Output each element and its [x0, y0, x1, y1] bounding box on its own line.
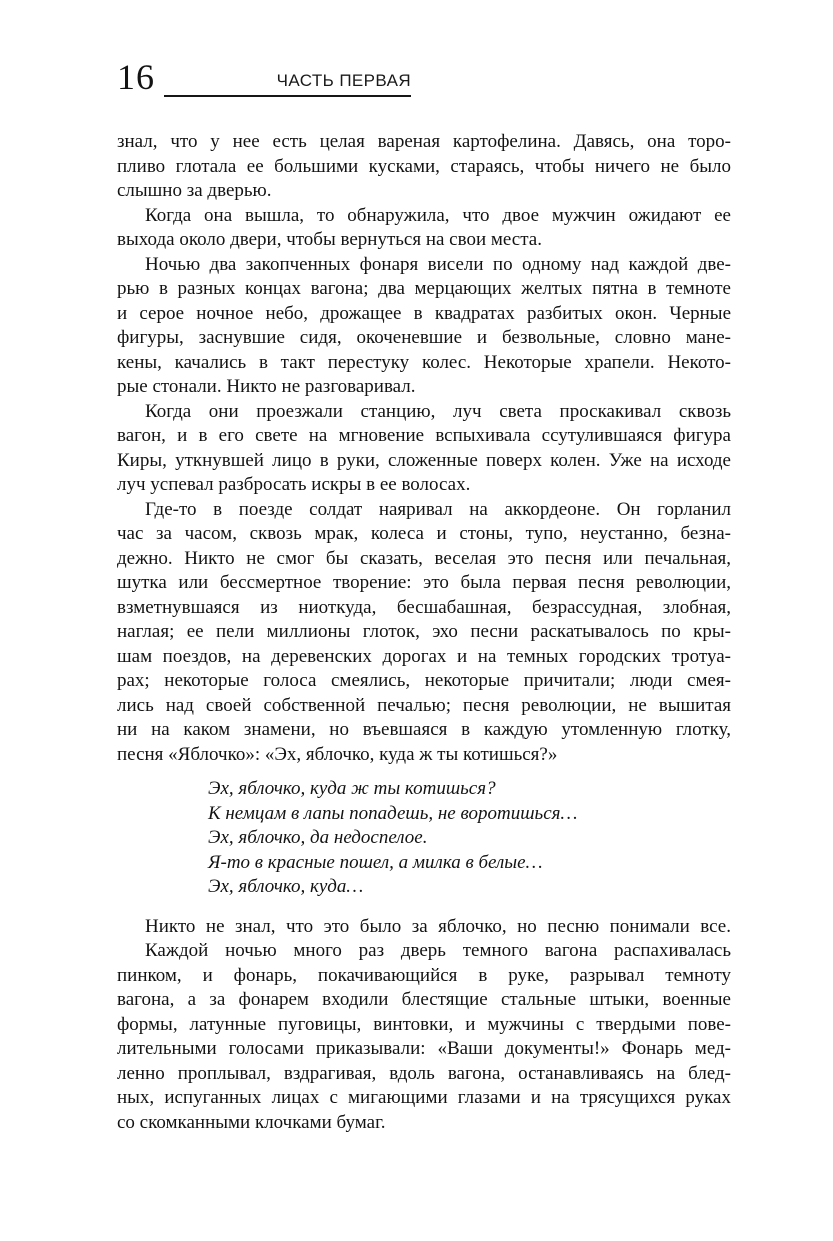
text-line: рью в разных концах вагона; два мерцающих желтых пятна в темноте [117, 278, 731, 299]
text-line: формы, латунные пуговицы, винтовки, и мужчины с твердыми пове- [117, 1013, 731, 1035]
paragraph [117, 915, 731, 940]
paragraph [117, 498, 731, 768]
text-line: шам поездов, на деревенских дорогах и на темных городских тротуа- [117, 645, 731, 667]
text-line: час за часом, сквозь мрак, колеса и стоны, тупо, неустанно, безна- [117, 523, 731, 544]
text-line: вагона, а за фонарем входили блестящие стальные штыки, военные [117, 989, 731, 1010]
verse-line: Эх, яблочко, куда ж ты котишься? [208, 778, 496, 799]
text-line: слышно за дверью. [117, 180, 272, 201]
text-line: пинком, и фонарь, покачивающийся в руке, разрывал темноту [117, 964, 731, 986]
verse-line: Эх, яблочко, куда… [208, 876, 364, 897]
text-line: Когда она вышла, то обнаружила, что двое мужчин ожидают ее [145, 204, 731, 226]
paragraph [117, 939, 731, 1135]
header-rule [164, 72, 411, 97]
page-header [117, 58, 731, 97]
text-line: луч успевал разбросать искры в ее волосах. [117, 474, 471, 495]
verse-stanza [208, 777, 731, 900]
text-line: знал, что у нее есть целая вареная картофелина. Давясь, она торо- [117, 131, 731, 152]
paragraph [117, 253, 731, 400]
text-line: Никто не знал, что это было за яблочко, но песню понимали все. [145, 915, 731, 937]
verse-line: Я-то в красные пошел, а милка в белые… [208, 851, 543, 873]
text-line: рые стонали. Никто не разговаривал. [117, 376, 416, 397]
paragraph [117, 400, 731, 498]
paragraph [117, 130, 731, 204]
text-line: Где-то в поезде солдат наяривал на аккордеоне. Он горланил [145, 498, 731, 520]
text-line: вагон, и в его свете на мгновение вспыхивала ссутулившаяся фигура [117, 425, 731, 446]
text-line: наглая; ее пели миллионы глоток, эхо песни раскатывалось по кры- [117, 621, 731, 642]
text-line: Когда они проезжали станцию, луч света проскакивал сквозь [145, 400, 731, 422]
page-number: 16 [117, 57, 155, 97]
text-line: дежно. Никто не смог бы сказать, веселая это песня или печальная, [117, 547, 731, 569]
text-line: рах; некоторые голоса смеялись, некоторые причитали; люди смея- [117, 670, 731, 691]
text-line: выхода около двери, чтобы вернуться на свои места. [117, 229, 542, 250]
text-line: и серое ночное небо, дрожащее в квадратах разбитых окон. Черные [117, 302, 731, 324]
text-line: ни на каком знамени, но въевшаяся в каждую утомленную глотку, [117, 719, 731, 740]
text-line: Ночью два закопченных фонаря висели по одному над каждой две- [145, 253, 731, 275]
running-title: ЧАСТЬ ПЕРВАЯ [276, 71, 411, 90]
text-line: ных, испуганных лицах с мигающими глазами и на трясущихся руках [117, 1087, 731, 1108]
text-line: ленно проплывал, вздрагивая, вдоль вагона, останавливаясь на блед- [117, 1062, 731, 1084]
text-line: лись над своей собственной печалью; песня революции, не вышитая [117, 694, 731, 716]
text-line: Каждой ночью много раз дверь темного вагона распахивалась [145, 940, 731, 961]
text-line: кены, качались в такт перестуку колес. Некоторые храпели. Некото- [117, 351, 731, 373]
verse-line: К немцам в лапы попадешь, не воротишься… [208, 802, 578, 824]
text-line: фигуры, заснувшие сидя, окоченевшие и безвольные, словно мане- [117, 327, 731, 348]
text-line: Киры, уткнувшей лицо в руки, сложенные поверх колен. Уже на исходе [117, 449, 731, 471]
text-line: шутка или бессмертное творение: это была первая песня революции, [117, 572, 731, 593]
text-line: взметнувшаяся из ниоткуда, бесшабашная, безрассудная, злобная, [117, 596, 731, 618]
text-column [117, 130, 731, 1135]
text-line: со скомканными клочками бумаг. [117, 1111, 386, 1133]
paragraph [117, 204, 731, 253]
text-line: лительными голосами приказывали: «Ваши документы!» Фонарь мед- [117, 1038, 731, 1059]
text-line: песня «Яблочко»: «Эх, яблочко, куда ж ты котишься?» [117, 743, 558, 765]
verse-line: Эх, яблочко, да недоспелое. [208, 827, 428, 848]
text-line: пливо глотала ее большими кусками, стараясь, чтобы ничего не было [117, 155, 731, 177]
